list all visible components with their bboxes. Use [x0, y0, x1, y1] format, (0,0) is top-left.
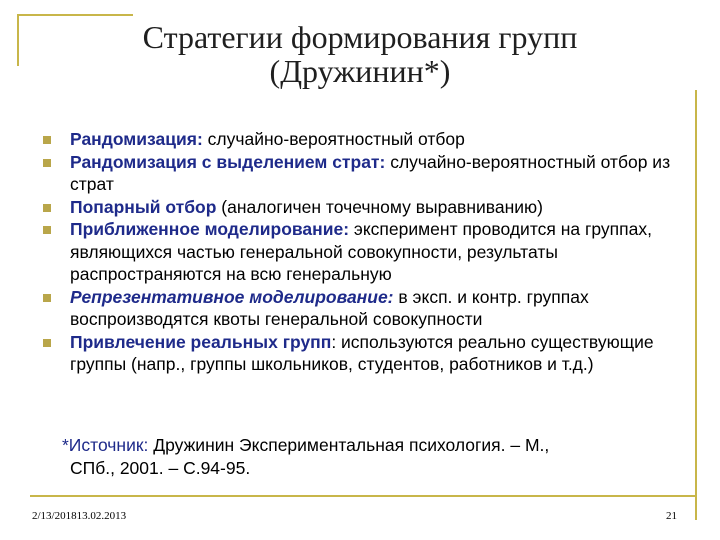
page-number: 21 — [666, 510, 677, 522]
square-bullet-icon — [43, 226, 51, 234]
frame-corner-vertical — [17, 14, 19, 66]
square-bullet-icon — [43, 294, 51, 302]
list-item — [40, 196, 690, 219]
bullet-list — [40, 128, 690, 376]
item-lead: Попарный отбор — [70, 196, 217, 217]
item-text: : используются реально существующие группы (напр., группы школьников, студентов, работников и т.д.) — [70, 331, 654, 374]
source-text-line-2: СПб., 2001. – С.94-95. — [70, 457, 251, 478]
footer-date: 2/13/201813.02.2013 — [32, 510, 127, 522]
slide-title — [60, 20, 660, 88]
list-item — [40, 151, 690, 196]
square-bullet-icon — [43, 159, 51, 167]
item-lead: Приближенное моделирование: — [70, 219, 350, 239]
right-rule — [695, 90, 697, 520]
item-lead: Привлечение реальных групп — [70, 331, 332, 352]
bottom-rule — [30, 495, 697, 497]
item-text: (аналогичен точечному выравниванию) — [216, 196, 544, 217]
item-lead: Репрезентативное моделирование: — [70, 286, 394, 307]
list-item — [40, 128, 690, 151]
item-text: случайно-вероятностный отбор из страт — [70, 151, 671, 194]
source-label: *Источник: — [62, 435, 149, 455]
list-item — [40, 286, 690, 331]
item-text: случайно-вероятностный отбор — [202, 129, 465, 149]
square-bullet-icon — [43, 204, 51, 212]
item-lead: Рандомизация: — [70, 129, 203, 149]
item-lead: Рандомизация с выделением страт: — [70, 151, 386, 172]
source-note — [62, 434, 662, 479]
title-line-2: (Дружинин*) — [269, 53, 451, 89]
list-item — [40, 218, 690, 286]
list-item — [40, 331, 690, 376]
square-bullet-icon — [43, 339, 51, 347]
item-text: эксперимент проводится на группах, являющихся частью генеральной совокупности, результаты распространяются на всю генеральную — [70, 219, 652, 284]
frame-corner-horizontal — [17, 14, 133, 16]
source-text: Дружинин Экспериментальная психология. – М., — [148, 435, 550, 455]
item-text: в эксп. и контр. группах воспроизводятся квоты генеральной совокупности — [70, 286, 589, 329]
title-line-1: Стратегии формирования групп — [142, 19, 578, 55]
square-bullet-icon — [43, 136, 51, 144]
